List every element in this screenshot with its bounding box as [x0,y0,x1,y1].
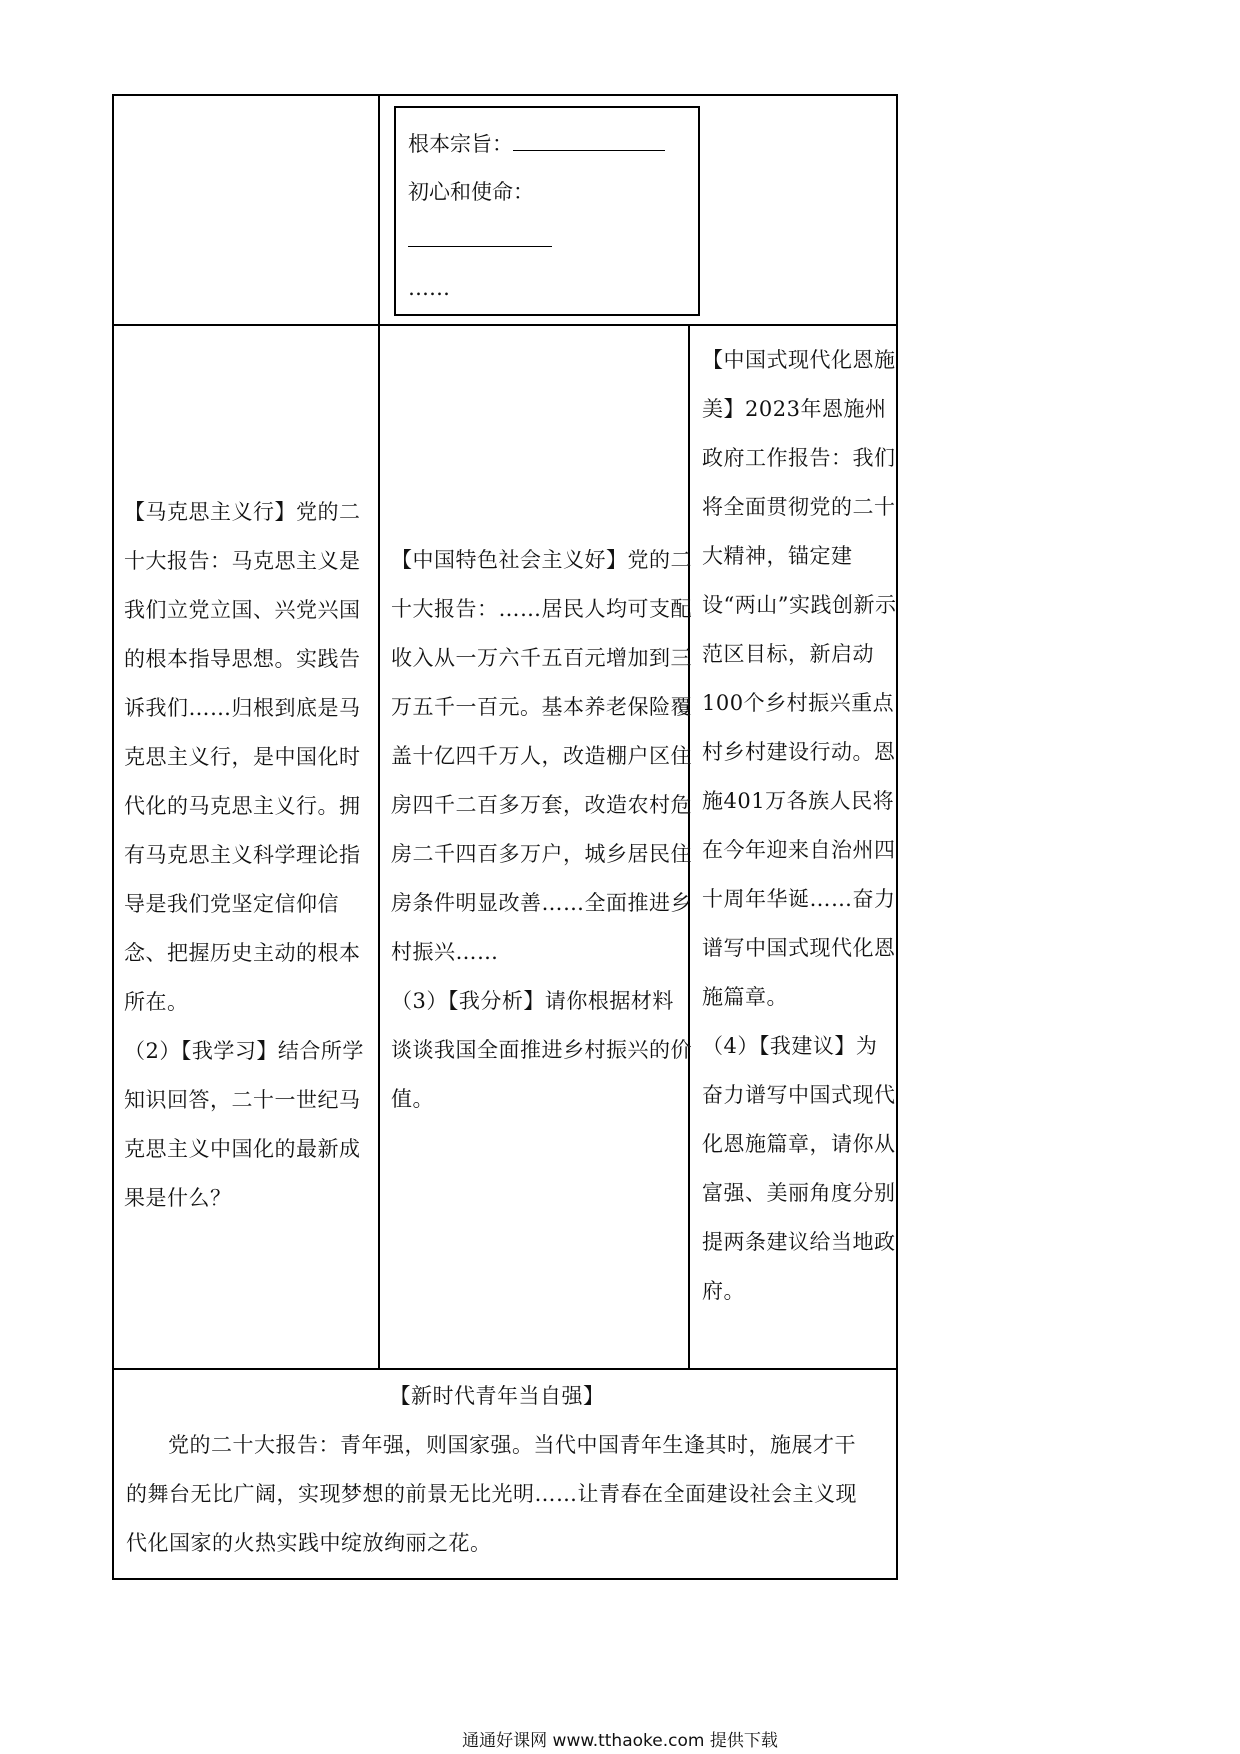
youth-body: 党的二十大报告：青年强，则国家强。当代中国青年生逢其时，施展才干的舞台无比广阔，实现梦想的前景无比光明……让青春在全面建设社会主义现代化国家的火热实践中绽放绚丽之花。 [126,1433,857,1555]
enshi-cell [702,336,898,1316]
youth-title: 【新时代青年当自强】 [389,1384,605,1408]
column-divider-1 [378,96,380,1370]
row-divider-2 [114,1368,896,1370]
purpose-blank[interactable] [513,150,665,151]
purpose-label: 根本宗旨： [408,132,513,156]
socialism-cell [391,536,693,1124]
answer-row-mission [408,168,698,216]
marxism-material: 【马克思主义行】党的二十大报告：马克思主义是我们立党立国、兴党兴国的根本指导思想。实践告诉我们……归根到底是马克思主义行，是中国化时代化的马克思主义行。拥有马克思主义科学理论指导是我们党坚定信仰信念、把握历史主动的根本所在。 [124,500,361,1014]
row-divider-1 [114,324,896,326]
ellipsis: …… [408,276,450,300]
question-3: （3）【我分析】请你根据材料谈谈我国全面推进乡村振兴的价值。 [391,989,692,1111]
answer-box [394,106,700,316]
enshi-material: 【中国式现代化恩施美】2023年恩施州政府工作报告：我们将全面贯彻党的二十大精神，锚定建设“两山”实践创新示范区目标，新启动100个乡村振兴重点村乡村建设行动。恩施401万各族人民将在今年迎来自治州四十周年华诞……奋力谱写中国式现代化恩施篇章。 [702,348,897,1009]
question-2: （2）【我学习】结合所学知识回答，二十一世纪马克思主义中国化的最新成果是什么？ [124,1039,364,1210]
socialism-material: 【中国特色社会主义好】党的二十大报告：……居民人均可支配收入从一万六千五百元增加到三万五千一百元。基本养老保险覆盖十亿四千万人，改造棚户区住房四千二百多万套，改造农村危房二千四百多万户，城乡居民住房条件明显改善……全面推进乡村振兴…… [391,548,692,964]
answer-row-purpose [408,120,698,168]
marxism-cell [124,488,374,1223]
page-footer: 通通好课网 www.tthaoke.com 提供下载 [462,1731,778,1751]
mission-blank[interactable] [408,216,552,247]
mission-label: 初心和使命： [408,180,534,204]
question-4: （4）【我建议】为奋力谱写中国式现代化恩施篇章，请你从富强、美丽角度分别提两条建议给当地政府。 [702,1034,896,1303]
answer-row-ellipsis [408,264,698,312]
answer-row-mission-blank [408,216,698,264]
worksheet-table [112,94,898,1580]
youth-cell [114,1372,896,1568]
